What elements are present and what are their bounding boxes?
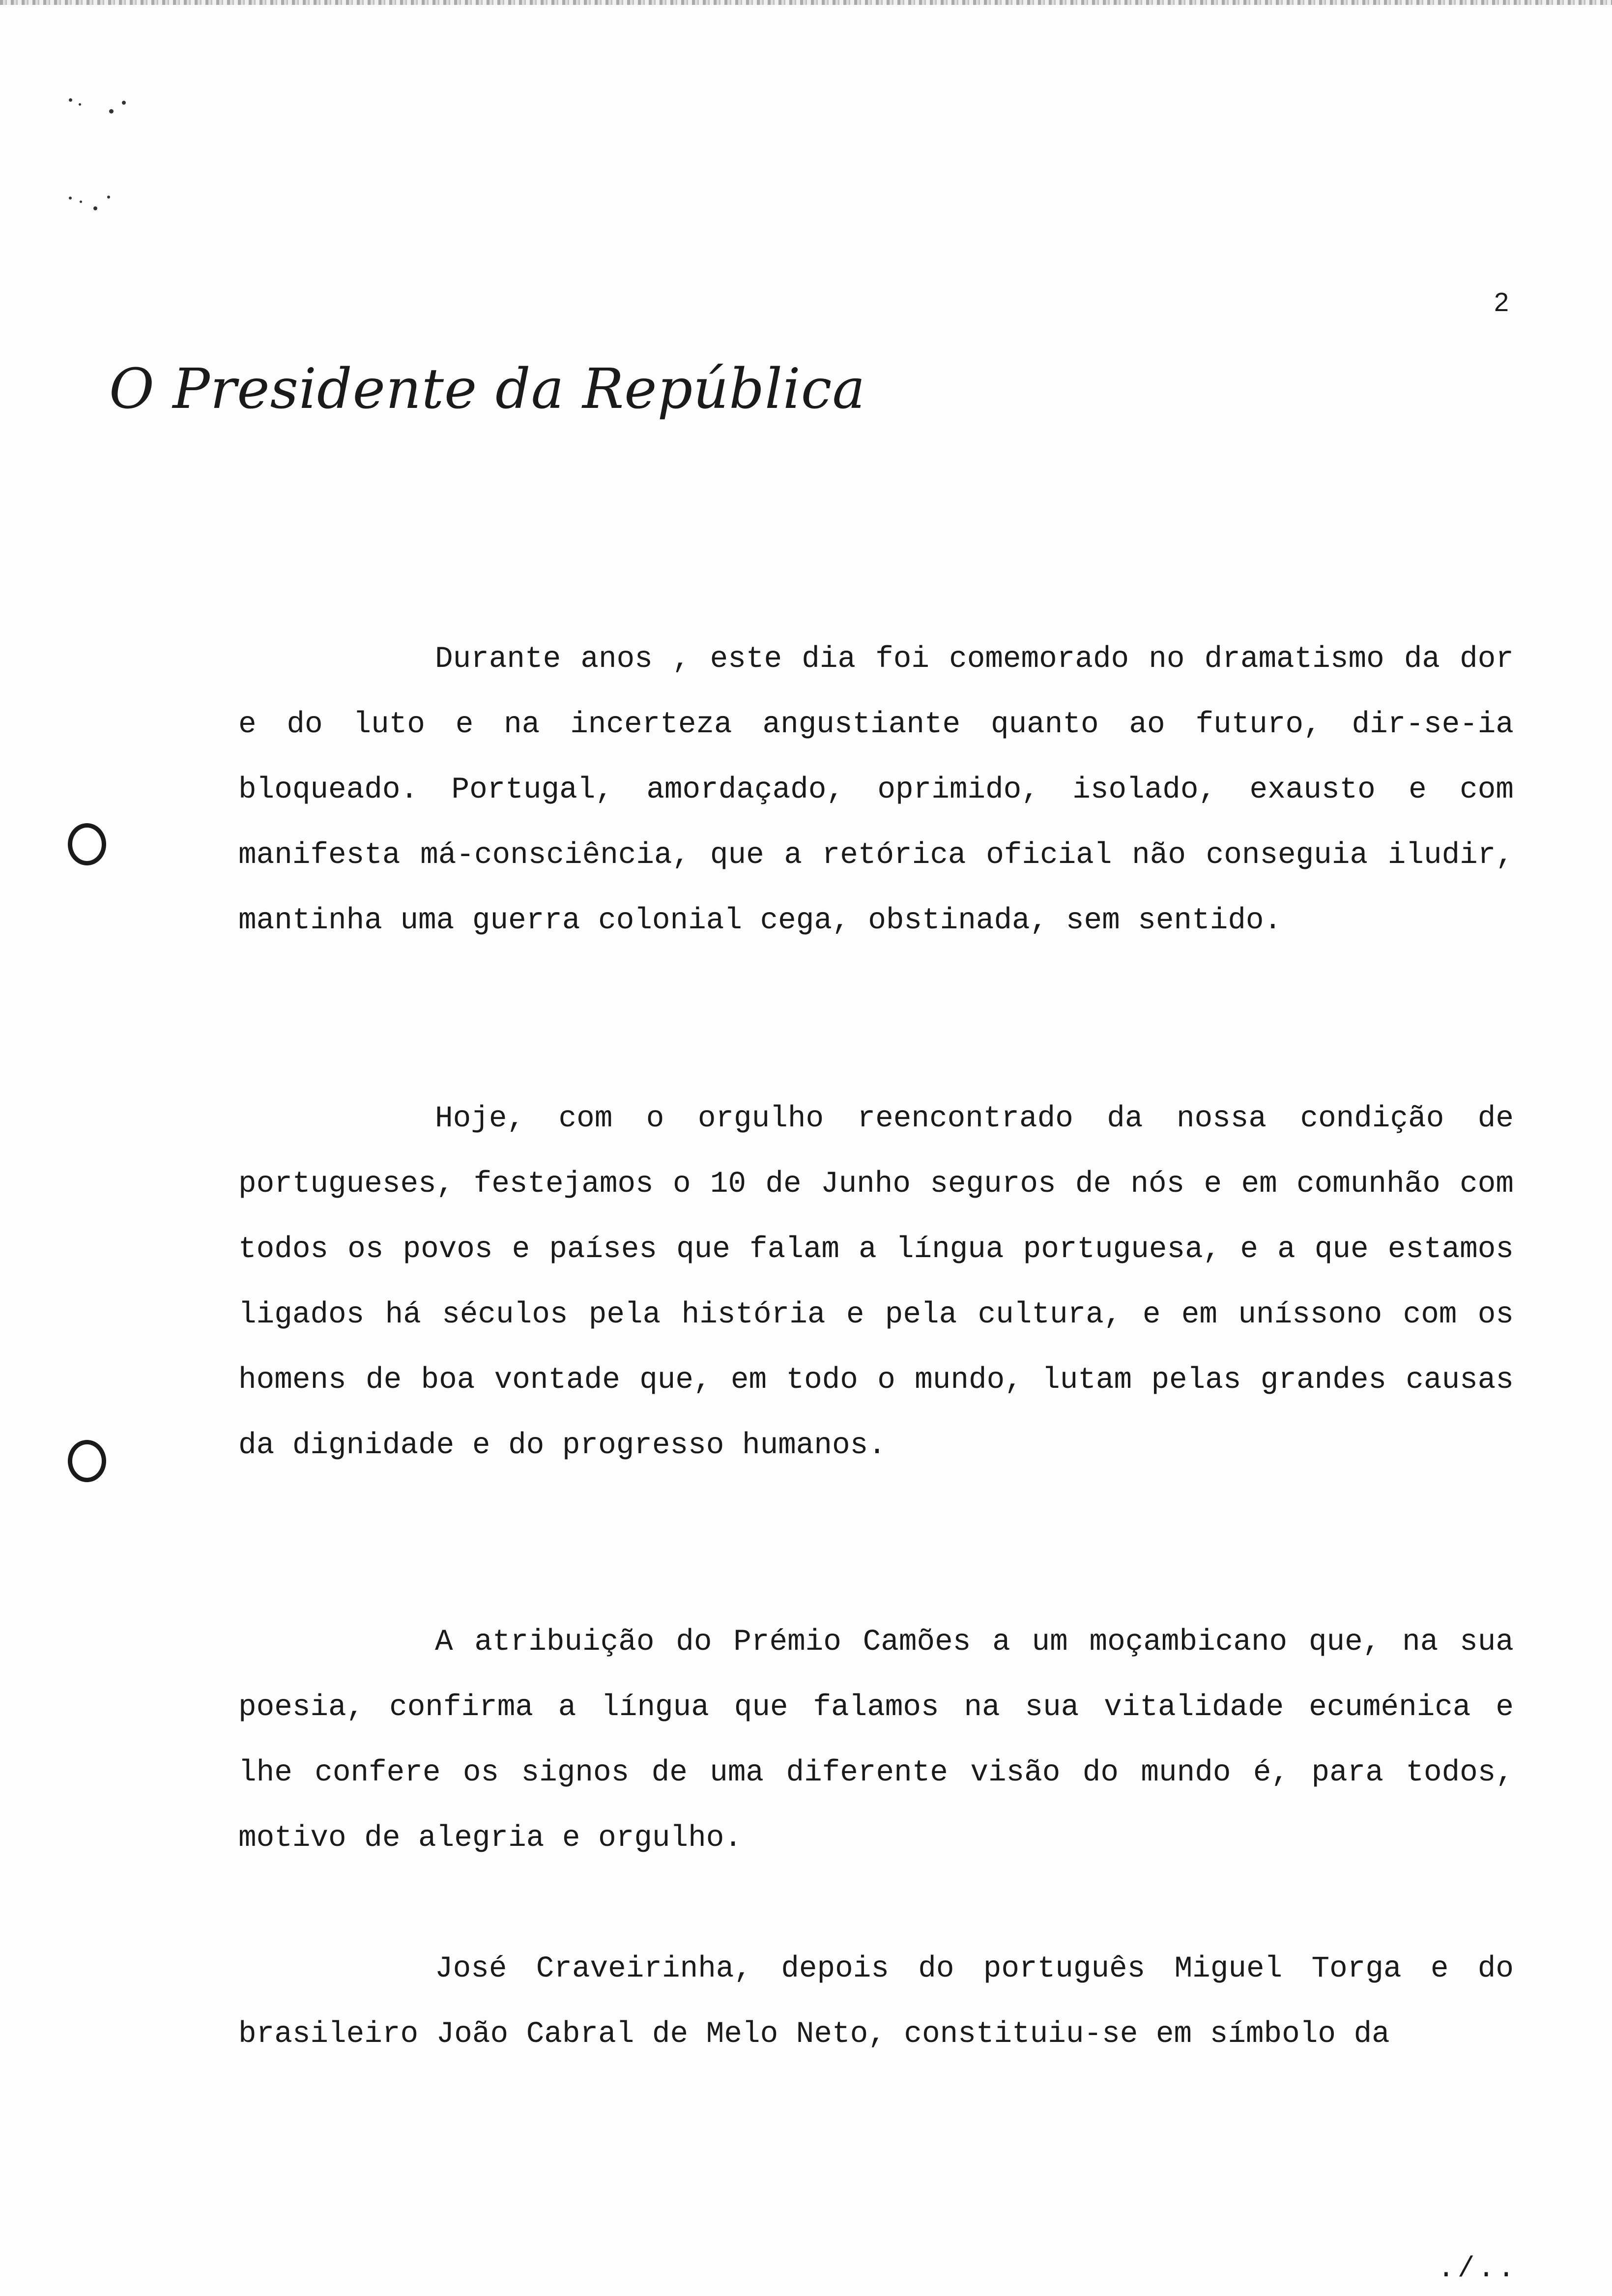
binder-hole-top [68, 823, 106, 865]
letterhead-text: O Presidente da República [109, 357, 866, 421]
letterhead-signature-logo [109, 344, 866, 442]
scan-speck [69, 98, 72, 102]
paragraph-1: Durante anos , este dia foi comemorado no dramatismo da dor e do luto e na incerteza angustiante quanto ao futuro, dir-se-ia bloqueado. Portugal, amordaçado, oprimido, isolado, exausto e com manifesta má-consciência, que a retórica oficial não conseguia iludir, mantinha uma guerra colonial cega, obstinada, sem sentido. [238, 642, 1514, 938]
scanned-top-edge [0, 0, 1612, 5]
binder-hole-bottom [68, 1440, 106, 1482]
scan-speck [93, 206, 97, 210]
paragraph-3: A atribuição do Prémio Camões a um moçambicano que, na sua poesia, confirma a língua que falamos na sua vitalidade ecuménica e lhe confere os signos de uma diferente visão do mundo é, para todos, motivo de alegria e orgulho. [238, 1625, 1514, 1855]
scan-speck [80, 201, 82, 203]
scan-speck [122, 101, 126, 105]
paragraph-2: Hoje, com o orgulho reencontrado da nossa condição de portugueses, festejamos o 10 de Junho seguros de nós e em comunhão com todos os povos e países que falam a língua portuguesa, e a que estamos ligados há séculos pela história e pela cultura, e em uníssono com os homens de boa vontade que, em todo o mundo, lutam pelas grandes causas da dignidade e do progresso humanos. [238, 1102, 1514, 1463]
scan-speck [109, 109, 114, 114]
paragraph-4: José Craveirinha, depois do português Miguel Torga e do brasileiro João Cabral de Melo Neto, constituiu-se em símbolo da [238, 1952, 1514, 2051]
scan-speck [79, 103, 81, 106]
page-number: 2 [1494, 287, 1509, 317]
scan-speck [107, 196, 110, 199]
continuation-mark: ./.. [1438, 2253, 1518, 2285]
scan-speck [69, 197, 72, 200]
